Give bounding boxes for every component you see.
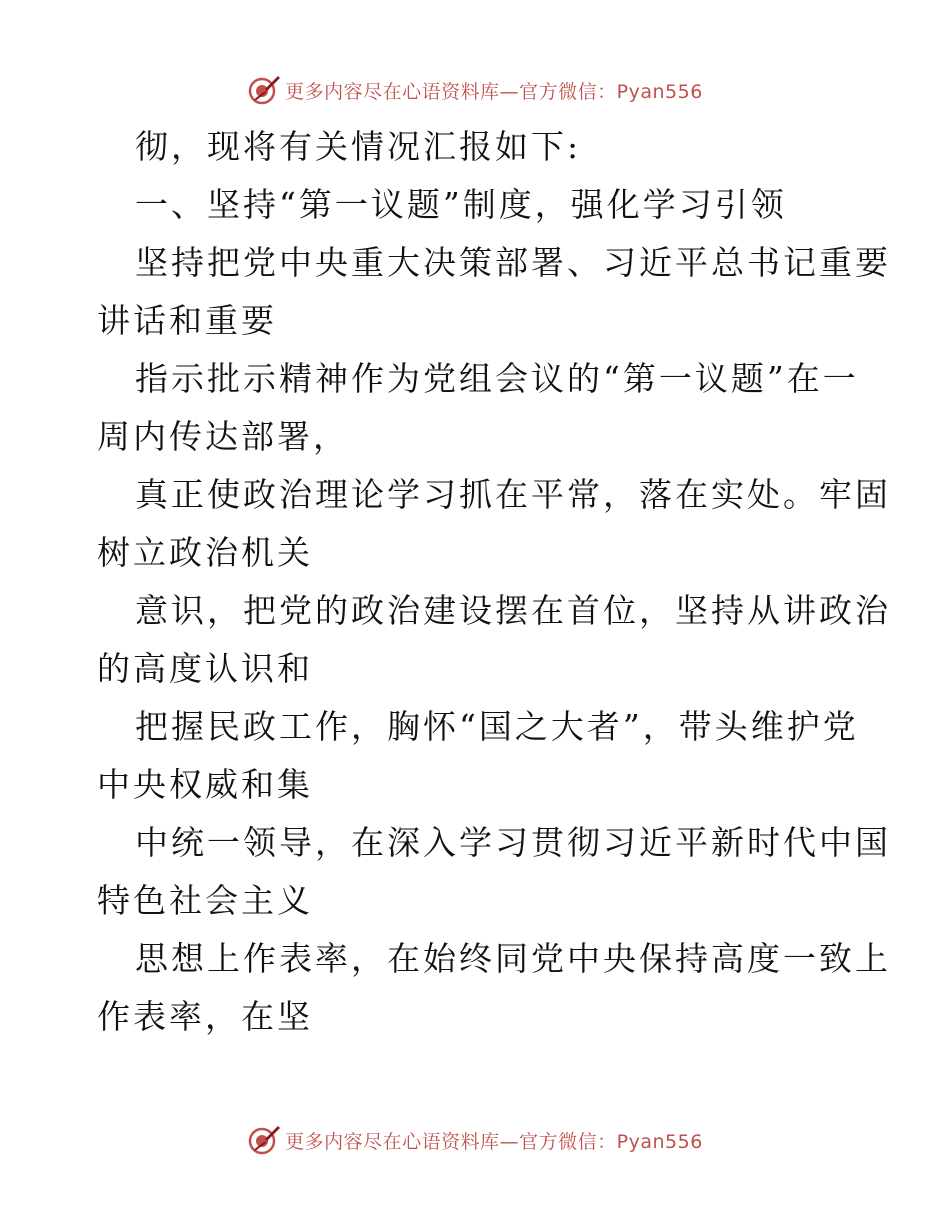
- watermark-text: 更多内容尽在心语资料库—官方微信：Pyan556: [285, 1130, 703, 1153]
- brush-logo-icon: [247, 73, 281, 107]
- body-line: 的高度认识和: [97, 649, 313, 688]
- header-watermark: [0, 68, 950, 112]
- body-line: 特色社会主义: [97, 881, 313, 920]
- watermark-text: 更多内容尽在心语资料库—官方微信：Pyan556: [285, 80, 703, 103]
- body-line: 真正使政治理论学习抓在平常，落在实处。牢固: [135, 475, 891, 514]
- body-line: 坚持把党中央重大决策部署、习近平总书记重要: [135, 243, 891, 282]
- body-line: 周内传达部署，: [97, 417, 349, 456]
- body-line: 中统一领导，在深入学习贯彻习近平新时代中国: [135, 823, 891, 862]
- body-line: 中央权威和集: [97, 765, 313, 804]
- body-line: 讲话和重要: [97, 301, 277, 340]
- brush-logo-icon: [247, 1123, 281, 1157]
- body-line: 把握民政工作，胸怀“国之大者”，带头维护党: [135, 707, 859, 746]
- body-line: 彻，现将有关情况汇报如下:: [135, 127, 582, 166]
- document-body: [97, 118, 891, 1046]
- body-line: 指示批示精神作为党组会议的“第一议题”在一: [135, 359, 859, 398]
- body-line: 思想上作表率，在始终同党中央保持高度一致上: [135, 939, 891, 978]
- body-line: 意识，把党的政治建设摆在首位，坚持从讲政治: [135, 591, 891, 630]
- section-heading: 一、坚持“第一议题”制度，强化学习引领: [135, 185, 787, 224]
- body-line: 树立政治机关: [97, 533, 313, 572]
- footer-watermark: [0, 1118, 950, 1162]
- body-line: 作表率，在坚: [97, 997, 313, 1036]
